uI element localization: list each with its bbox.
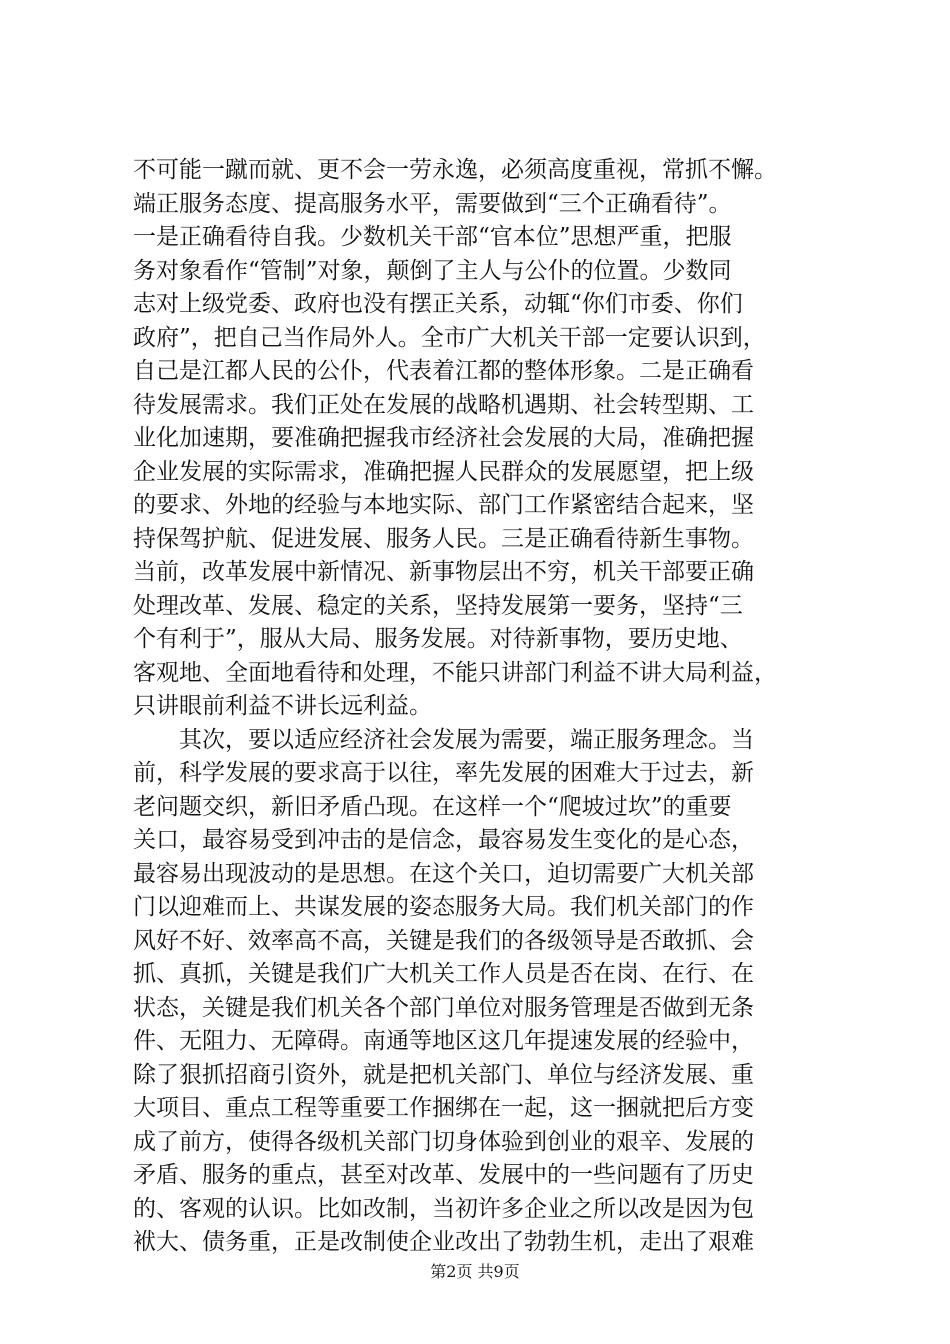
text-line: 关口，最容易受到冲击的是信念，最容易发生变化的是心态， — [133, 827, 754, 853]
text-line: 志对上级党委、政府也没有摆正关系，动辄“你们市委、你们 — [133, 291, 743, 317]
text-line: 一是正确看待自我。少数机关干部“官本位”思想严重，把服 — [133, 224, 732, 250]
text-line: 端正服务态度、提高服务水平，需要做到“三个正确看待”。 — [133, 190, 732, 217]
text-line: 袱大、债务重，正是改制使企业改出了勃勃生机，走出了艰难 — [133, 1229, 754, 1255]
text-line: 风好不好、效率高不高，关键是我们的各级领导是否敢抓、会 — [133, 927, 754, 954]
text-line: 矛盾、服务的重点，甚至对改革、发展中的一些问题有了历史 — [133, 1162, 754, 1188]
text-line: 最容易出现波动的是思想。在这个关口，迫切需要广大机关部 — [133, 860, 754, 887]
text-line: 持保驾护航、促进发展、服务人民。三是正确看待新生事物。 — [133, 525, 754, 552]
text-line: 除了狠抓招商引资外，就是把机关部门、单位与经济发展、重 — [133, 1061, 754, 1088]
text-line: 政府”，把自己当作局外人。全市广大机关干部一定要认识到， — [133, 324, 766, 351]
text-line: 自己是江都人民的公仆，代表着江都的整体形象。二是正确看 — [133, 358, 754, 384]
text-line: 个有利于”，服从大局、服务发展。对待新事物，要历史地、 — [133, 626, 743, 652]
text-line: 老问题交织，新旧矛盾凸现。在这样一个“爬坡过坎”的重要 — [133, 793, 732, 820]
text-line: 的、客观的认识。比如改制，当初许多企业之所以改是因为包 — [133, 1195, 754, 1222]
text-line: 大项目、重点工程等重要工作捆绑在一起，这一捆就把后方变 — [133, 1095, 754, 1121]
page-footer — [0, 1259, 950, 1282]
text-line: 企业发展的实际需求，准确把握人民群众的发展愿望，把上级 — [133, 458, 754, 485]
text-line: 抓、真抓，关键是我们广大机关工作人员是否在岗、在行、在 — [133, 961, 754, 987]
text-line: 其次，要以适应经济社会发展为需要，端正服务理念。当 — [133, 726, 754, 753]
text-line: 的要求、外地的经验与本地实际、部门工作紧密结合起来，坚 — [133, 492, 754, 518]
text-line: 客观地、全面地看待和处理，不能只讲部门利益不讲大局利益， — [133, 659, 777, 686]
text-line: 业化加速期，要准确把握我市经济社会发展的大局，准确把握 — [133, 425, 754, 451]
body-text — [133, 154, 833, 1260]
page-number: 第2页 共9页 — [430, 1262, 520, 1281]
text-line: 门以迎难而上、共谋发展的姿态服务大局。我们机关部门的作 — [133, 894, 754, 920]
text-line: 只讲眼前利益不讲长远利益。 — [133, 693, 432, 719]
text-line: 件、无阻力、无障碍。南通等地区这几年提速发展的经验中， — [133, 1028, 754, 1054]
text-line: 处理改革、发展、稳定的关系，坚持发展第一要务，坚持“三 — [133, 592, 743, 619]
text-line: 待发展需求。我们正处在发展的战略机遇期、社会转型期、工 — [133, 391, 754, 418]
text-line: 状态，关键是我们机关各个部门单位对服务管理是否做到无条 — [133, 994, 754, 1021]
text-line: 成了前方，使得各级机关部门切身体验到创业的艰辛、发展的 — [133, 1128, 754, 1155]
text-line: 务对象看作“管制”对象，颠倒了主人与公仆的位置。少数同 — [133, 257, 732, 284]
text-line: 前，科学发展的要求高于以往，率先发展的困难大于过去，新 — [133, 760, 754, 786]
text-line: 不可能一蹴而就、更不会一劳永逸，必须高度重视，常抓不懈。 — [133, 157, 777, 183]
text-line: 当前，改革发展中新情况、新事物层出不穷，机关干部要正确 — [133, 559, 754, 585]
